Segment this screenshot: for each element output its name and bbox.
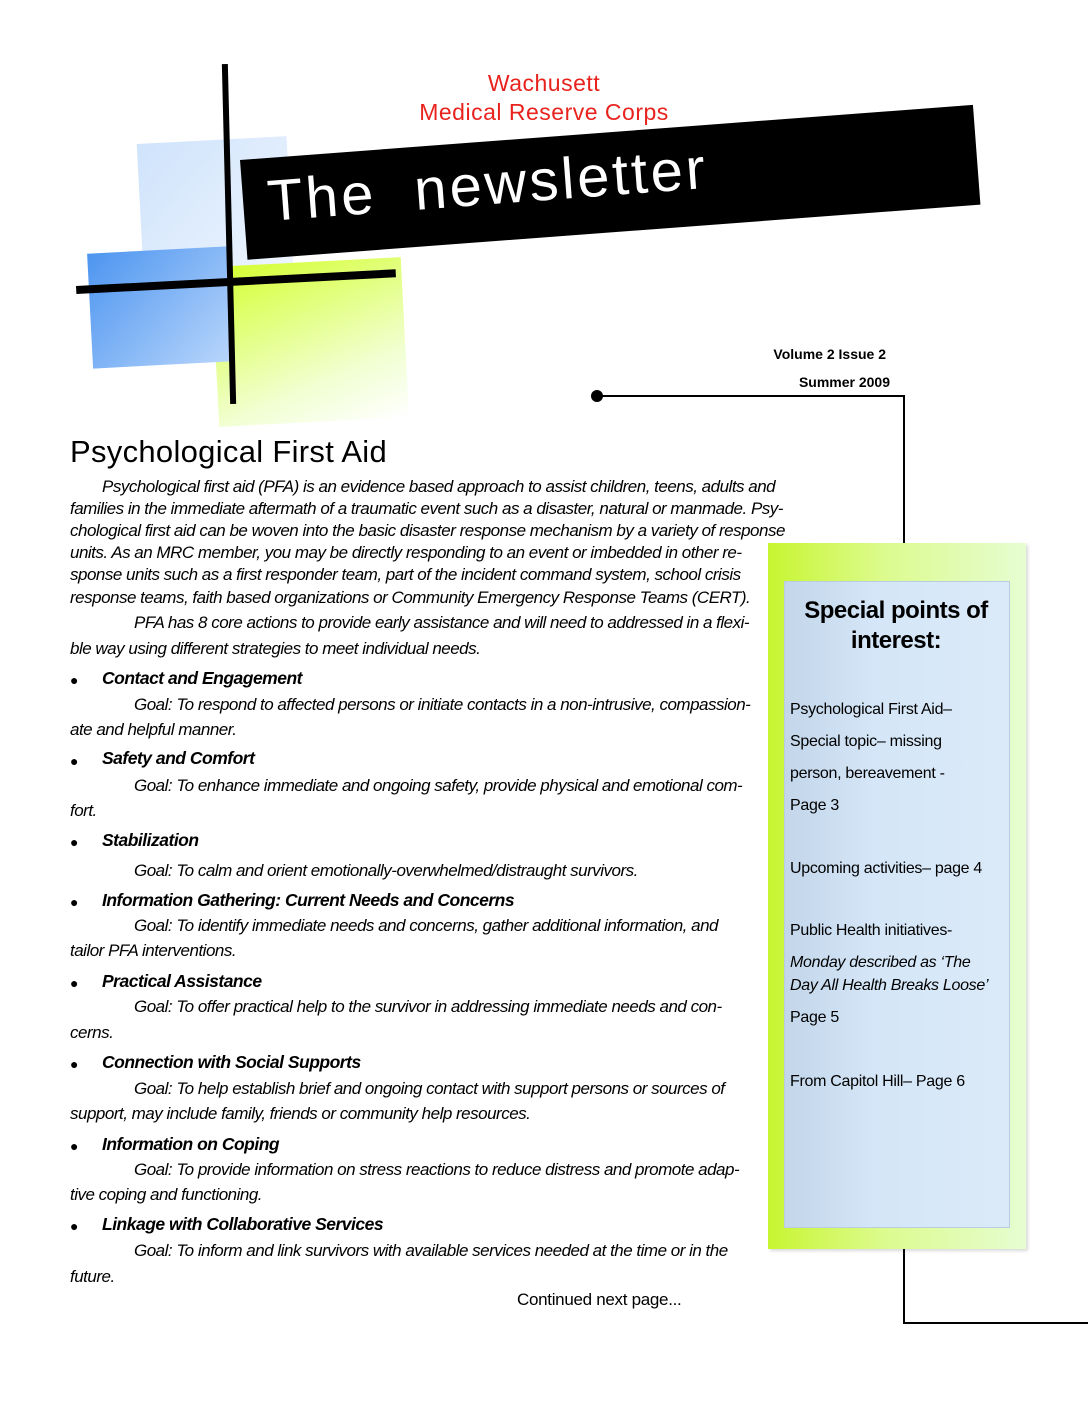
article-headline: Psychological First Aid <box>70 434 388 469</box>
newsletter-title: The newsletter <box>265 135 711 234</box>
volume-issue: Volume 2 Issue 2 <box>773 346 886 362</box>
sidebar-title <box>784 596 1008 656</box>
core-actions-line: ble way using different strategies to meet individual needs. <box>70 639 481 658</box>
action-goal-cont: future. <box>70 1267 115 1286</box>
sidebar-item: Day All Health Breaks Loose’ <box>790 977 989 994</box>
rule-right <box>903 395 905 545</box>
action-goal-cont: cerns. <box>70 1023 114 1042</box>
action-goal: Goal: To inform and link survivors with available services needed at the time or in the <box>134 1241 728 1260</box>
intro-line: Psychological first aid (PFA) is an evidence based approach to assist children, teens, adults and <box>102 477 776 496</box>
action-goal: Goal: To provide information on stress reactions to reduce distress and promote adap- <box>134 1160 740 1179</box>
action-goal-cont: fort. <box>70 801 97 820</box>
action-title: Information on Coping <box>102 1134 280 1154</box>
rule-right-lower <box>903 1248 905 1324</box>
rule-bottom <box>903 1322 1088 1324</box>
action-title: Contact and Engagement <box>102 668 302 688</box>
intro-line: units. As an MRC member, you may be directly responding to an event or imbedded in other re- <box>70 543 742 562</box>
intro-line: sponse units such as a first responder team, part of the incident command system, school crisis <box>70 565 741 584</box>
bullet-icon: ● <box>70 975 79 991</box>
sidebar-title-line1: Special points of <box>804 597 988 624</box>
sidebar-item: Psychological First Aid– <box>790 701 952 718</box>
bullet-icon: ● <box>70 1218 79 1234</box>
action-goal-cont: ate and helpful manner. <box>70 720 237 739</box>
bullet-icon: ● <box>70 834 79 850</box>
rule-top <box>597 395 904 397</box>
action-goal: Goal: To identify immediate needs and concerns, gather additional information, and <box>134 916 718 935</box>
action-goal-cont: tive coping and functioning. <box>70 1185 263 1204</box>
issue-season: Summer 2009 <box>798 374 890 390</box>
bullet-icon: ● <box>70 1056 79 1072</box>
sidebar-item: Upcoming activities– page 4 <box>790 860 983 877</box>
action-goal: Goal: To help establish brief and ongoing contact with support persons or sources of <box>134 1079 725 1098</box>
sidebar-item: person, bereavement - <box>790 765 945 782</box>
bullet-icon: ● <box>70 672 79 688</box>
bullet-icon: ● <box>70 1138 79 1154</box>
action-title: Stabilization <box>102 830 199 850</box>
org-name-line2: Medical Reserve Corps <box>419 99 669 125</box>
bullet-icon: ● <box>70 894 79 910</box>
action-title: Information Gathering: Current Needs and Concerns <box>102 890 515 910</box>
org-name-line1: Wachusett <box>487 70 601 96</box>
intro-line: chological first aid can be woven into the basic disaster response mechanism by a variety of response <box>70 521 785 540</box>
action-title: Linkage with Collaborative Services <box>102 1214 384 1234</box>
core-actions-line: PFA has 8 core actions to provide early assistance and will need to addressed in a flexi- <box>134 613 750 632</box>
sidebar-item: Special topic– missing <box>790 733 942 750</box>
intro-line: response teams, faith based organizations or Community Emergency Response Teams (CERT). <box>70 588 751 607</box>
sidebar-item: From Capitol Hill– Page 6 <box>790 1073 965 1090</box>
action-goal: Goal: To calm and orient emotionally-overwhelmed/distraught survivors. <box>134 861 638 880</box>
sidebar-panel <box>784 581 1010 1228</box>
sidebar-item: Page 3 <box>790 797 839 814</box>
bullet-icon: ● <box>70 753 79 769</box>
action-goal: Goal: To offer practical help to the survivor in addressing immediate needs and con- <box>134 997 722 1016</box>
action-title: Connection with Social Supports <box>102 1052 361 1072</box>
decor-square-blue <box>87 246 233 368</box>
action-title: Safety and Comfort <box>102 748 255 768</box>
sidebar-item: Page 5 <box>790 1009 839 1026</box>
intro-line: families in the immediate aftermath of a traumatic event such as a disaster, natural or manmade. Psy- <box>70 499 783 518</box>
action-title: Practical Assistance <box>102 971 262 991</box>
action-goal-cont: tailor PFA interventions. <box>70 941 237 960</box>
sidebar-title-line2: interest: <box>850 627 942 654</box>
continued-note: Continued next page... <box>517 1290 682 1309</box>
sidebar-item: Monday described as ‘The <box>790 954 971 971</box>
action-goal-cont: support, may include family, friends or community help resources. <box>70 1104 531 1123</box>
sidebar-item: Public Health initiatives- <box>790 922 953 939</box>
action-goal: Goal: To enhance immediate and ongoing safety, provide physical and emotional com- <box>134 776 743 795</box>
action-goal: Goal: To respond to affected persons or initiate contacts in a non-intrusive, compassion- <box>134 695 751 714</box>
